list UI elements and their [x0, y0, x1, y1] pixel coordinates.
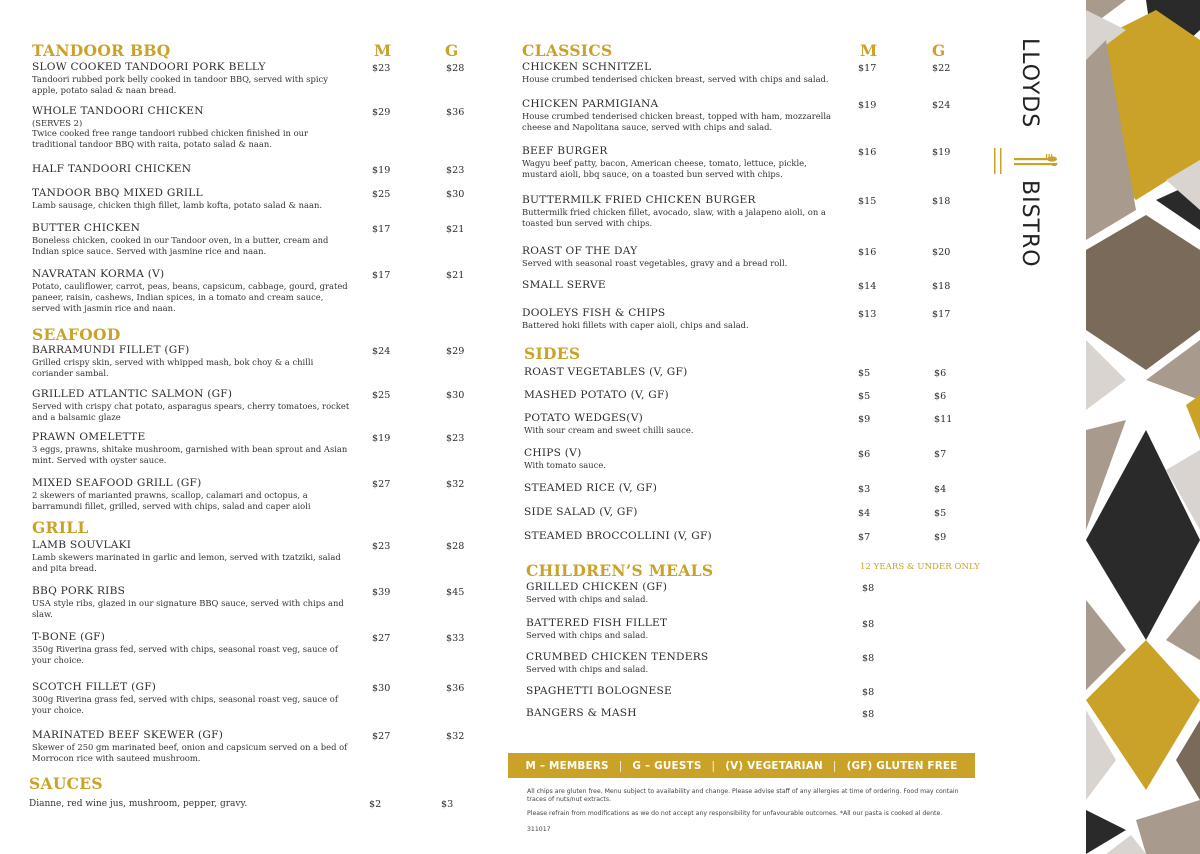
- members-price: $16: [858, 247, 877, 258]
- menu-item: [29, 799, 468, 815]
- section-title: SAUCES: [29, 774, 103, 793]
- guests-price: $30: [446, 189, 465, 200]
- left-column: [29, 40, 468, 815]
- members-price: $8: [862, 709, 875, 720]
- item-description: Served with chips and salad.: [526, 594, 649, 604]
- item-name: MIXED SEAFOOD GRILL (GF): [32, 477, 202, 489]
- item-description: Lamb sausage, chicken thigh fillet, lamb kofta, potato salad & naan.: [32, 200, 323, 210]
- section-title: SIDES: [524, 344, 581, 363]
- members-price: $30: [372, 683, 391, 694]
- item-description: Skewer of 250 gm marinated beef, onion and capsicum served on a bed of Morrocon rice with sauteed mushroom.: [32, 742, 348, 763]
- guests-price: $32: [446, 479, 465, 490]
- item-name: MASHED POTATO (V, GF): [524, 389, 669, 401]
- members-price: $14: [858, 281, 877, 292]
- guests-price: $18: [932, 281, 951, 292]
- menu-item: [522, 61, 978, 98]
- menu-item: [32, 539, 468, 585]
- menu-item: [522, 279, 978, 307]
- item-description: Served with chips and salad.: [526, 630, 649, 640]
- members-price: $29: [372, 107, 391, 118]
- guests-price: $28: [446, 541, 465, 552]
- item-name: SIDE SALAD (V, GF): [524, 506, 638, 518]
- members-price: $17: [372, 270, 391, 281]
- guests-price: $22: [932, 63, 951, 74]
- section-title: CHILDREN’S MEALS: [526, 561, 714, 580]
- menu-item: [526, 651, 978, 685]
- members-price: $23: [372, 63, 391, 74]
- guests-price: $36: [446, 107, 465, 118]
- members-price: $3: [858, 484, 871, 495]
- item-description: House crumbed tenderised chicken breast, topped with ham, mozzarella cheese and Napolitana sauce, served with chips and salad.: [522, 111, 832, 132]
- menu-item: [522, 98, 978, 145]
- item-description: 350g Riverina grass fed, served with chips, seasonal roast veg, sauce of your choice.: [32, 644, 338, 665]
- members-price: $6: [858, 449, 871, 460]
- menu-item: [32, 729, 468, 773]
- menu-item: [524, 389, 978, 412]
- menu-item: [32, 388, 468, 431]
- guests-price: $20: [932, 247, 951, 258]
- section-seafood: [32, 324, 468, 523]
- menu-item: [526, 707, 978, 727]
- members-price: $19: [372, 433, 391, 444]
- members-price: $27: [372, 633, 391, 644]
- members-column-header: M: [374, 41, 392, 60]
- item-description: Boneless chicken, cooked in our Tandoor oven, in a butter, cream and Indian spice sauce. Served with jasmine rice and naan.: [32, 235, 329, 256]
- menu-item: [526, 581, 978, 617]
- members-price: $24: [372, 346, 391, 357]
- menu-item: [32, 631, 468, 681]
- guests-price: $18: [932, 196, 951, 207]
- members-price: $17: [858, 63, 877, 74]
- fine-print-modifications: Please refrain from modifications as we do not accept any responsibility for unfavourable outcomes. *All our pasta is cooked al dente.: [527, 810, 943, 817]
- item-description: Served with crispy chat potato, asparagus spears, cherry tomatoes, rocket and a balsamic glaze: [32, 401, 350, 422]
- menu-item: [522, 194, 978, 245]
- item-name: GRILLED ATLANTIC SALMON (GF): [32, 388, 233, 400]
- members-price: $8: [862, 619, 875, 630]
- item-name: BBQ PORK RIBS: [32, 585, 126, 597]
- print-code: 311017: [527, 826, 551, 833]
- menu-item: [32, 431, 468, 477]
- section-title: SEAFOOD: [32, 325, 121, 344]
- menu-item: [524, 412, 978, 447]
- item-name: HALF TANDOORI CHICKEN: [32, 163, 192, 175]
- item-name: T-BONE (GF): [32, 631, 106, 643]
- item-name: DOOLEYS FISH & CHIPS: [522, 307, 666, 319]
- menu-item: [32, 344, 468, 388]
- section-sides: [524, 343, 978, 558]
- menu-item: [32, 105, 468, 163]
- members-price: $25: [372, 390, 391, 401]
- item-name: POTATO WEDGES(V): [524, 412, 643, 424]
- members-price: $5: [858, 368, 871, 379]
- item-name: CHICKEN PARMIGIANA: [522, 98, 659, 110]
- menu-item: [32, 163, 468, 187]
- section-grill: [32, 517, 468, 773]
- item-description: 2 skewers of marianted prawns, scallop, calamari and octopus, a barramundi fillet, grilled, served with chips, salad and caper aioli: [32, 490, 311, 511]
- guests-price: $32: [446, 731, 465, 742]
- item-name: BATTERED FISH FILLET: [526, 617, 668, 629]
- members-price: $27: [372, 731, 391, 742]
- guests-price: $6: [934, 391, 947, 402]
- brand-word-lloyds: LLOYDS: [1017, 38, 1042, 129]
- item-description: Served with seasonal roast vegetables, gravy and a bread roll.: [522, 258, 788, 268]
- guests-price: $17: [932, 309, 951, 320]
- section-tandoor-bbq: [32, 40, 468, 328]
- guests-price: $19: [932, 147, 951, 158]
- guests-price: $30: [446, 390, 465, 401]
- legend-gluten-free: (GF) GLUTEN FREE: [846, 759, 958, 772]
- menu-item: [32, 268, 468, 328]
- members-price: $19: [858, 100, 877, 111]
- legend-vegetarian: (V) VEGETARIAN: [725, 759, 823, 772]
- guests-price: $5: [934, 508, 947, 519]
- item-name: BARRAMUNDI FILLET (GF): [32, 344, 190, 356]
- item-name: GRILLED CHICKEN (GF): [526, 581, 668, 593]
- item-description: Tandoori rubbed pork belly cooked in tandoor BBQ, served with spicy apple, potato salad & naan bread.: [32, 74, 328, 95]
- members-price: $27: [372, 479, 391, 490]
- legend-guests: G – GUESTS: [632, 759, 702, 772]
- members-price: $5: [858, 391, 871, 402]
- item-name: ROAST VEGETABLES (V, GF): [524, 366, 688, 378]
- guests-price: $23: [446, 165, 465, 176]
- members-price: $8: [862, 653, 875, 664]
- menu-item: [522, 245, 978, 279]
- guests-price: $9: [934, 532, 947, 543]
- members-price: $39: [372, 587, 391, 598]
- guests-price: $3: [441, 799, 454, 810]
- item-name: SCOTCH FILLET (GF): [32, 681, 157, 693]
- guests-price: $6: [934, 368, 947, 379]
- guests-price: $45: [446, 587, 465, 598]
- members-price: $25: [372, 189, 391, 200]
- section-title: TANDOOR BBQ: [32, 41, 171, 60]
- item-name: STEAMED BROCCOLLINI (V, GF): [524, 530, 712, 542]
- decorative-diamond-pattern: [1086, 0, 1200, 854]
- item-description: USA style ribs, glazed in our signature BBQ sauce, served with chips and slaw.: [32, 598, 344, 619]
- item-name: CHIPS (V): [524, 447, 582, 459]
- item-serving-note: (SERVES 2): [32, 118, 83, 128]
- menu-item: [524, 506, 978, 530]
- item-name: SPAGHETTI BOLOGNESE: [526, 685, 672, 697]
- brand-word-bistro: BISTRO: [1017, 180, 1042, 268]
- menu-item: [32, 585, 468, 631]
- members-price: $17: [372, 224, 391, 235]
- item-description: Potato, cauliflower, carrot, peas, beans, capsicum, cabbage, gourd, grated paneer, raisin, cashews, Indian spices, in a tomato and cream sauce, served with jasmin rice and naan.: [32, 281, 348, 313]
- item-name: STEAMED RICE (V, GF): [524, 482, 658, 494]
- members-price: $2: [369, 799, 382, 810]
- members-price: $4: [858, 508, 871, 519]
- guests-price: $28: [446, 63, 465, 74]
- item-name: WHOLE TANDOORI CHICKEN: [32, 105, 204, 117]
- guests-price: $7: [934, 449, 947, 460]
- section-sauces: [29, 773, 468, 815]
- item-name: ROAST OF THE DAY: [522, 245, 638, 257]
- cutlery-icon: [990, 148, 1060, 174]
- members-price: $8: [862, 687, 875, 698]
- legend-separator: |: [618, 759, 623, 772]
- guests-price: $24: [932, 100, 951, 111]
- item-description: With sour cream and sweet chilli sauce.: [524, 425, 694, 435]
- menu-item: [526, 685, 978, 707]
- guests-price: $11: [934, 414, 953, 425]
- legend-separator: |: [832, 759, 837, 772]
- menu-item: [522, 145, 978, 194]
- menu-item: [32, 681, 468, 729]
- item-description: Twice cooked free range tandoori rubbed chicken finished in our traditional tandoor BBQ with raita, potato salad & naan.: [32, 128, 309, 149]
- guests-column-header: G: [932, 41, 946, 60]
- menu-item: [526, 617, 978, 651]
- members-price: $13: [858, 309, 877, 320]
- item-name: SMALL SERVE: [522, 279, 606, 291]
- item-name: CHICKEN SCHNITZEL: [522, 61, 652, 73]
- item-name: PRAWN OMELETTE: [32, 431, 146, 443]
- middle-column: [522, 40, 978, 727]
- item-description: Buttermilk fried chicken fillet, avocado, slaw, with a jalapeno aioli, on a toasted bun served with chips.: [522, 207, 826, 228]
- guests-price: $4: [934, 484, 947, 495]
- members-price: $7: [858, 532, 871, 543]
- item-description: Served with chips and salad.: [526, 664, 649, 674]
- legend-separator: |: [711, 759, 716, 772]
- item-description: 3 eggs, prawns, shitake mushroom, garnished with bean sprout and Asian mint. Served with oyster sauce.: [32, 444, 348, 465]
- item-description: Dianne, red wine jus, mushroom, pepper, gravy.: [29, 799, 248, 809]
- item-name: LAMB SOUVLAKI: [32, 539, 132, 551]
- menu-item: [524, 366, 978, 389]
- guests-price: $21: [446, 224, 465, 235]
- guests-price: $29: [446, 346, 465, 357]
- item-description: With tomato sauce.: [524, 460, 606, 470]
- guests-price: $21: [446, 270, 465, 281]
- item-name: BANGERS & MASH: [526, 707, 637, 719]
- item-description: Grilled crispy skin, served with whipped mash, bok choy & a chilli coriander sambal.: [32, 357, 314, 378]
- legend-members: M – MEMBERS: [525, 759, 609, 772]
- item-description: Lamb skewers marinated in garlic and lemon, served with tzatziki, salad and pita bread.: [32, 552, 341, 573]
- section-childrens-meals: [526, 560, 978, 727]
- guests-column-header: G: [445, 41, 459, 60]
- item-name: MARINATED BEEF SKEWER (GF): [32, 729, 224, 741]
- menu-item: [32, 61, 468, 96]
- item-name: NAVRATAN KORMA (V): [32, 268, 165, 280]
- item-name: BUTTER CHICKEN: [32, 222, 141, 234]
- legend-bar: [508, 753, 975, 778]
- section-title: CLASSICS: [522, 41, 613, 60]
- item-name: SLOW COOKED TANDOORI PORK BELLY: [32, 61, 266, 73]
- age-note: 12 YEARS & UNDER ONLY: [860, 562, 980, 572]
- item-name: CRUMBED CHICKEN TENDERS: [526, 651, 709, 663]
- members-price: $19: [372, 165, 391, 176]
- menu-item: [32, 187, 468, 222]
- members-price: $16: [858, 147, 877, 158]
- item-name: BUTTERMILK FRIED CHICKEN BURGER: [522, 194, 756, 206]
- menu-item: [524, 447, 978, 482]
- members-price: $8: [862, 583, 875, 594]
- item-description: 300g Riverina grass fed, served with chips, seasonal roast veg, sauce of your choice.: [32, 694, 338, 715]
- menu-item: [32, 222, 468, 268]
- menu-item: [524, 530, 978, 558]
- members-price: $23: [372, 541, 391, 552]
- guests-price: $23: [446, 433, 465, 444]
- menu-item: [522, 307, 978, 343]
- guests-price: $36: [446, 683, 465, 694]
- section-classics: [522, 40, 978, 343]
- item-description: House crumbed tenderised chicken breast, served with chips and salad.: [522, 74, 829, 84]
- item-description: Battered hoki fillets with caper aioli, chips and salad.: [522, 320, 749, 330]
- members-column-header: M: [860, 41, 878, 60]
- fine-print-allergies: All chips are gluten free. Menu subject to availability and change. Please advise staff of any allergies at time of ordering. Food may contain traces of nuts/nut extracts.: [527, 788, 959, 803]
- item-description: Wagyu beef patty, bacon, American cheese, tomato, lettuce, pickle, mustard aioli, bbq sauce, on a toasted bun served with chips.: [522, 158, 807, 179]
- members-price: $15: [858, 196, 877, 207]
- item-name: BEEF BURGER: [522, 145, 608, 157]
- members-price: $9: [858, 414, 871, 425]
- item-name: TANDOOR BBQ MIXED GRILL: [32, 187, 203, 199]
- menu-item: [524, 482, 978, 506]
- section-title: GRILL: [32, 518, 89, 537]
- guests-price: $33: [446, 633, 465, 644]
